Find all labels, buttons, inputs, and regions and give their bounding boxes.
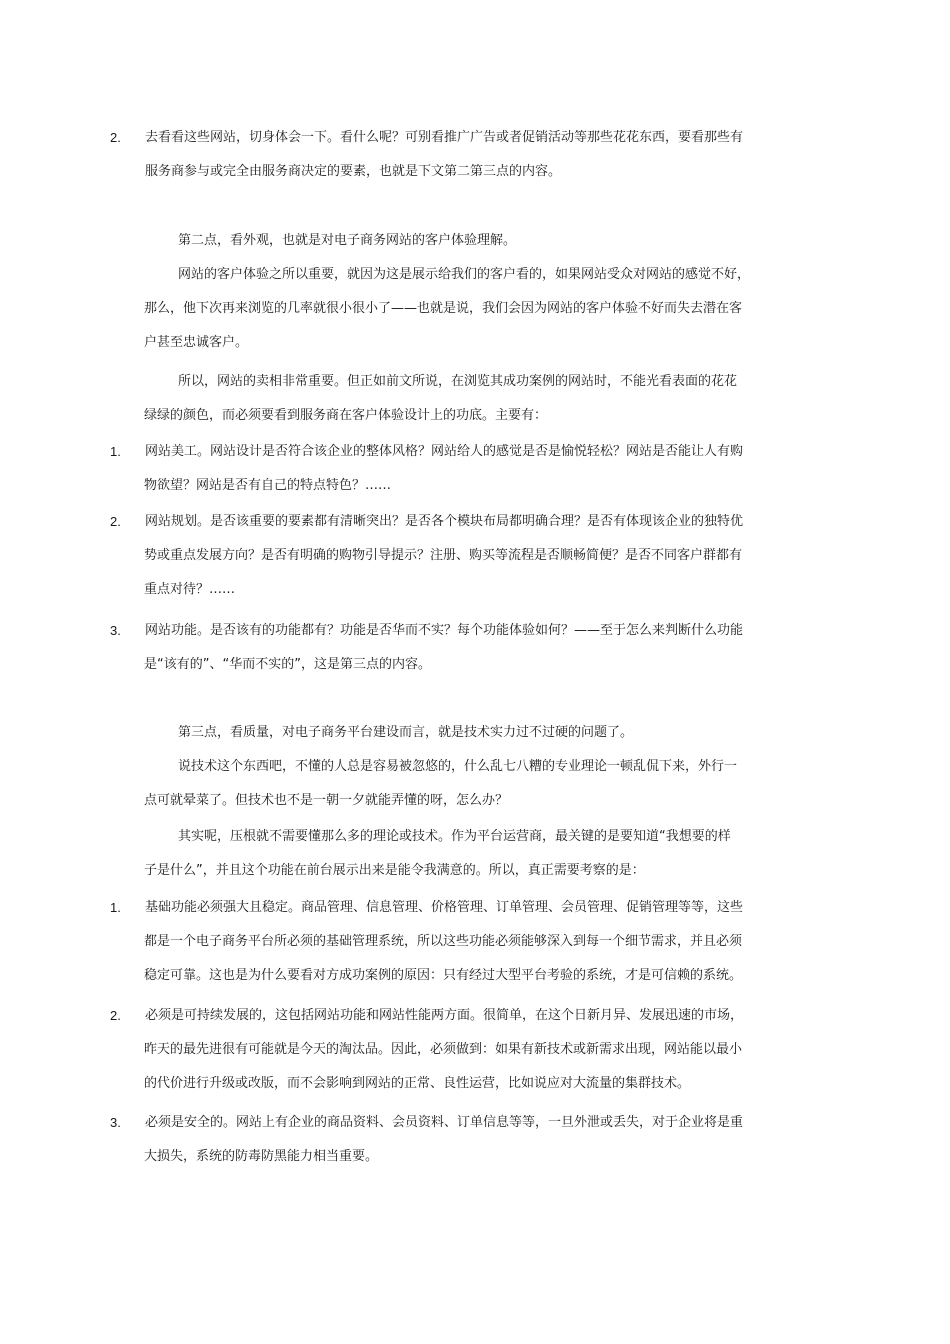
list-number: 3. <box>110 623 121 638</box>
list-item <box>110 999 810 1101</box>
paragraph-line: 点可就晕菜了。但技术也不是一朝一夕就能弄懂的呀，怎么办？ <box>144 793 509 808</box>
paragraph-line: 说技术这个东西吧，不懂的人总是容易被忽悠的，什么乱七八糟的专业理论一顿乱侃下来，外行一 <box>178 759 738 774</box>
list-line: 基础功能必须强大且稳定。商品管理、信息管理、价格管理、订单管理、会员管理、促销管理等等，这些 <box>145 900 744 915</box>
list-line: 去看看这些网站，切身体会一下。看什么呢？可别看推广广告或者促销活动等那些花花东西，要看那些有 <box>145 130 744 145</box>
list-line: 网站功能。是否该有的功能都有？功能是否华而不实？每个功能体验如何？——至于怎么来判断什么功能 <box>145 623 744 638</box>
paragraph <box>110 258 810 360</box>
paragraph <box>110 820 810 888</box>
list-item <box>110 614 810 682</box>
section2-heading: 第二点，看外观，也就是对电子商务网站的客户体验理解。 <box>178 233 517 248</box>
section-heading <box>110 224 810 258</box>
list-number: 2. <box>110 514 121 529</box>
list-line: 网站规划。是否该重要的要素都有清晰突出？是否各个模块布局都明确合理？是否有体现该企业的独特优 <box>145 514 744 529</box>
list-line: 物欲望？网站是否有自己的特点特色？…… <box>144 478 392 493</box>
list-item <box>110 891 810 993</box>
list-line: 稳定可靠。这也是为什么要看对方成功案例的原因：只有经过大型平台考验的系统，才是可信赖的系统。 <box>144 968 743 983</box>
list-line: 必须是可持续发展的，这包括网站功能和网站性能两方面。很简单，在这个日新月异、发展迅速的市场， <box>145 1008 744 1023</box>
list-line: 昨天的最先进很有可能就是今天的淘汰品。因此，必须做到：如果有新技术或新需求出现，网站能以最小 <box>144 1042 743 1057</box>
list-item <box>110 1106 810 1174</box>
list-number: 1. <box>110 900 121 915</box>
list-line: 势或重点发展方向？是否有明确的购物引导提示？注册、购买等流程是否顺畅简便？是否不同客户群都有 <box>144 548 743 563</box>
list-line: 服务商参与或完全由服务商决定的要素，也就是下文第二第三点的内容。 <box>145 164 562 179</box>
list-line: 是“该有的”、“华而不实的”，这是第三点的内容。 <box>144 657 431 672</box>
list-number: 2. <box>110 1008 121 1023</box>
list-number: 1. <box>110 444 121 459</box>
paragraph <box>110 750 810 818</box>
list-line: 的代价进行升级或改版，而不会影响到网站的正常、良性运营，比如说应对大流量的集群技术。 <box>144 1076 691 1091</box>
list-item <box>110 121 810 189</box>
list-line: 网站美工。网站设计是否符合该企业的整体风格？网站给人的感觉是否是愉悦轻松？网站是否能让人有购 <box>145 444 744 459</box>
list-line: 重点对待？…… <box>144 582 236 597</box>
paragraph-line: 户甚至忠诚客户。 <box>144 335 249 350</box>
list-number: 3. <box>110 1115 121 1130</box>
paragraph-line: 其实呢，压根就不需要懂那么多的理论或技术。作为平台运营商，最关键的是要知道“我想要的样 <box>178 829 731 844</box>
list-line: 大损失，系统的防毒防黑能力相当重要。 <box>144 1149 379 1164</box>
list-line: 必须是安全的。网站上有企业的商品资料、会员资料、订单信息等等，一旦外泄或丢失，对于企业将是重 <box>145 1115 744 1130</box>
list-line: 都是一个电子商务平台所必须的基础管理系统，所以这些功能必须能够深入到每一个细节需求，并且必须 <box>144 934 743 949</box>
section-heading <box>110 716 810 750</box>
paragraph-line: 子是什么”，并且这个功能在前台展示出来是能令我满意的。所以，真正需要考察的是： <box>144 863 645 878</box>
list-item <box>110 435 810 503</box>
list-number: 2. <box>110 130 121 145</box>
paragraph-line: 那么，他下次再来浏览的几率就很小很小了——也就是说，我们会因为网站的客户体验不好而失去潜在客 <box>144 301 743 316</box>
paragraph <box>110 365 810 433</box>
section3-heading: 第三点，看质量，对电子商务平台建设而言，就是技术实力过不过硬的问题了。 <box>178 725 634 740</box>
paragraph-line: 绿绿的颜色，而必须要看到服务商在客户体验设计上的功底。主要有： <box>144 408 548 423</box>
paragraph-line: 网站的客户体验之所以重要，就因为这是展示给我们的客户看的，如果网站受众对网站的感觉不好， <box>178 267 751 282</box>
list-item <box>110 505 810 607</box>
paragraph-line: 所以，网站的卖相非常重要。但正如前文所说，在浏览其成功案例的网站时，不能光看表面的花花 <box>178 374 738 389</box>
